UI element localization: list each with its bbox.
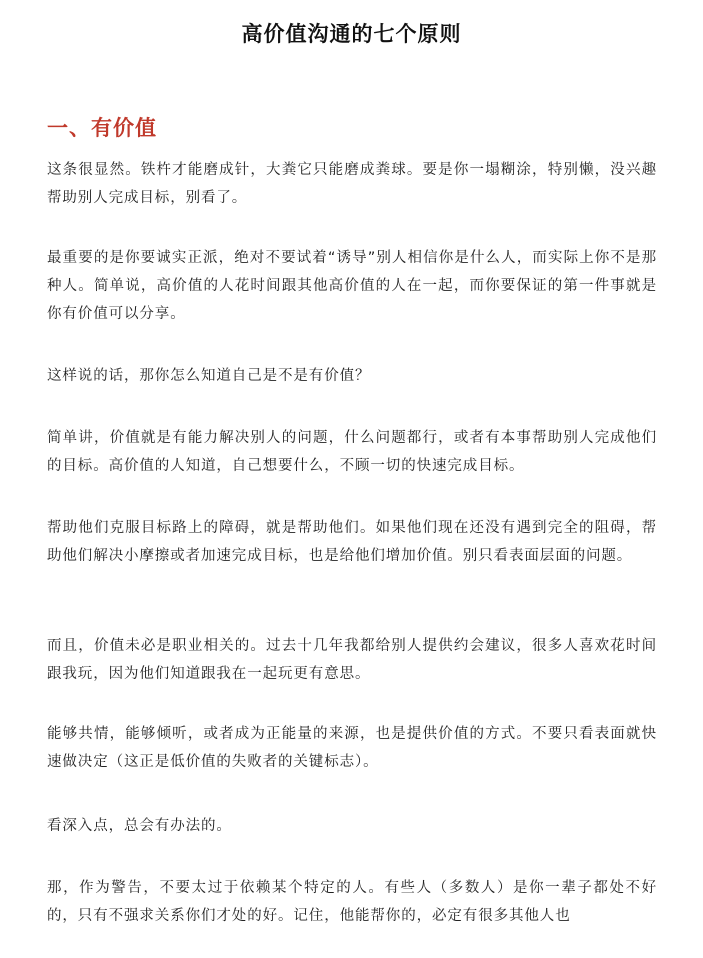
section-heading: 一、有价值 [47,116,157,140]
paragraph-8: 看深入点，总会有办法的。 [47,818,232,834]
paragraph-2: 最重要的是你要诚实正派，绝对不要试着“诱导”别人相信你是什么人，而实际上你不是那种人。简单说，高价值的人花时间跟其他高价值的人在一起，而你要保证的第一件事就是你有价值可以分享。 [47,250,657,322]
paragraph-4: 简单讲，价值就是有能力解决别人的问题，什么问题都行，或者有本事帮助别人完成他们的目标。高价值的人知道，自己想要什么，不顾一切的快速完成目标。 [47,430,657,474]
paragraph-7: 能够共情，能够倾听，或者成为正能量的来源，也是提供价值的方式。不要只看表面就快速做决定（这正是低价值的失败者的关键标志）。 [47,726,657,770]
paragraph-6: 而且，价值未必是职业相关的。过去十几年我都给别人提供约会建议，很多人喜欢花时间跟我玩，因为他们知道跟我在一起玩更有意思。 [47,638,657,682]
paragraph-5: 帮助他们克服目标路上的障碍，就是帮助他们。如果他们现在还没有遇到完全的阻碍，帮助他们解决小摩擦或者加速完成目标，也是给他们增加价值。别只看表面层面的问题。 [47,520,657,564]
paragraph-1: 这条很显然。铁杵才能磨成针，大粪它只能磨成粪球。要是你一塌糊涂，特别懒，没兴趣帮助别人完成目标，别看了。 [47,162,657,206]
document-title: 高价值沟通的七个原则 [241,22,462,46]
paragraph-3: 这样说的话，那你怎么知道自己是不是有价值？ [47,368,371,384]
paragraph-9: 那，作为警告，不要太过于依赖某个特定的人。有些人（多数人）是你一辈子都处不好的，只有不强求关系你们才处的好。记住，他能帮你的，必定有很多其他人也 [47,880,657,924]
